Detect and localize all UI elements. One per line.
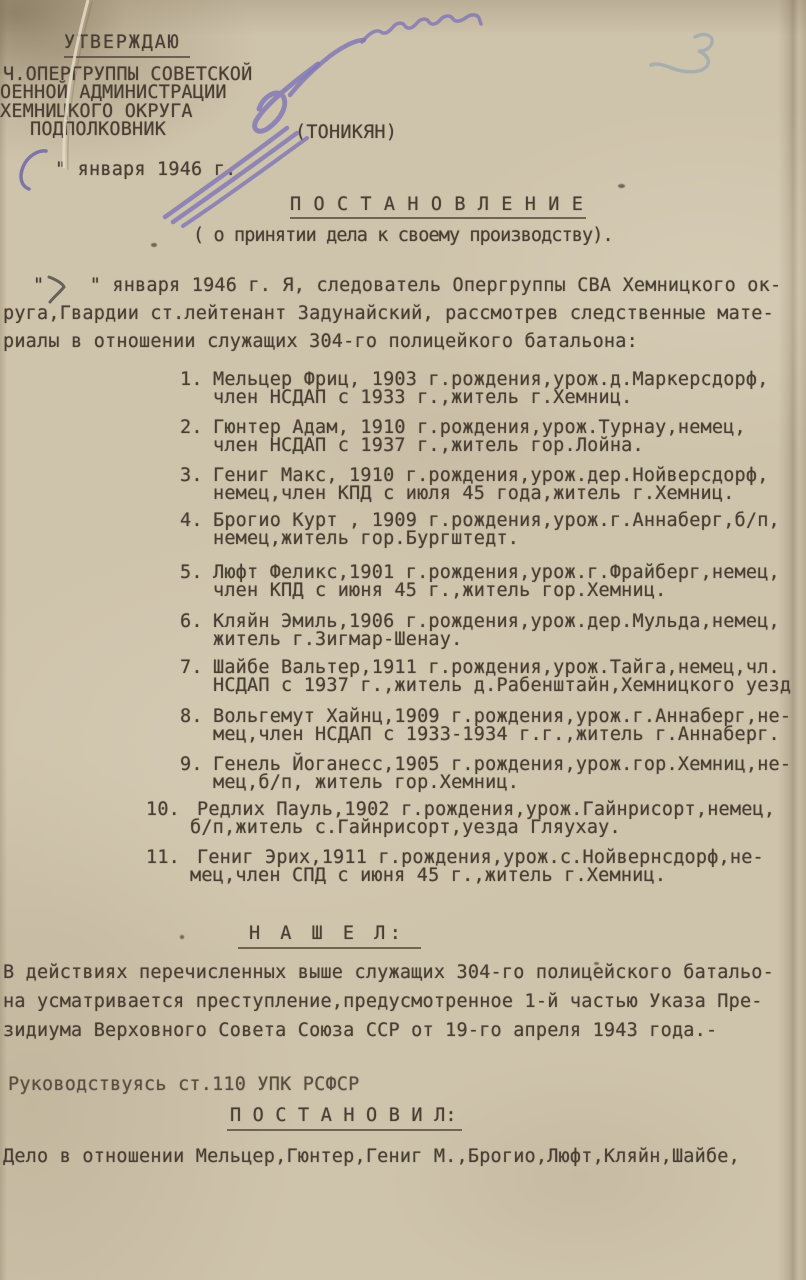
defendant-number: 3. [180, 465, 203, 486]
ink-speck [151, 243, 157, 247]
defendant-number: 1. [180, 369, 203, 390]
intro-line: риалы в отношении служащих 304-го полицейкого батальона: [3, 331, 638, 352]
ink-speck [618, 184, 625, 188]
defendant-number: 6. [180, 611, 203, 632]
defendant-line: Мельцер Фриц, 1903 г.рождения,урож.д.Маркерсдорф, [213, 369, 769, 390]
defendant-line: немец,житель гор.Бургштедт. [213, 528, 520, 549]
intro-line: " " января 1946 г. Я, следователь Опергруппы СВА Хемницкого ок- [33, 275, 782, 296]
document-title: П О С Т А Н О В Л Е Н И Е [290, 196, 586, 219]
defendant-line: член КПД с июня 45 г.,житель гор.Хемниц. [213, 580, 667, 601]
defendant-number: 4. [180, 510, 203, 531]
defendant-line: немец,член КПД с июля 45 года,житель г.Хемниц. [213, 483, 735, 504]
approval-day-ink [21, 151, 46, 189]
defendant-line: Гениг Эрих,1911 г.рождения,урож.с.Нойвернсдорф,не- [197, 847, 764, 868]
defendant-line: мец,член НСДАП с 1933-1934 г.г.,житель г.Аннаберг. [213, 724, 780, 745]
defendant-line: Вольгемут Хайнц,1909 г.рождения,урож.г.Аннаберг,не- [213, 706, 792, 727]
document-subtitle: ( о принятии дела к своему производству). [193, 225, 613, 246]
defendant-line: мец,б/п, житель гор.Хемниц. [213, 772, 520, 793]
postanovil-heading: П О С Т А Н О В И Л: [227, 1107, 462, 1131]
defendant-line: Люфт Феликс,1901 г.рождения,урож.г.Фрайберг,немец, [213, 562, 780, 583]
nashel-heading: Н А Ш Е Л: [238, 925, 421, 949]
defendant-line: житель г.Зигмар-Шенау. [213, 629, 463, 650]
approval-org-line: ПОДПОЛКОВНИК [30, 119, 167, 140]
defendant-number: 11. [146, 847, 181, 868]
intro-line: руга,Гвардии ст.лейтенант Задунайский, рассмотрев следственные мате- [3, 303, 774, 324]
page-number-ink [651, 35, 712, 72]
defendant-line: б/п,житель с.Гайнрисорт,уезда Гляухау. [190, 817, 621, 838]
defendant-line: Гюнтер Адам, 1910 г.рождения,урож.Турнау,немец, [213, 417, 746, 438]
defendant-number: 7. [180, 657, 203, 678]
approval-signatory-name: (ТОНИКЯН) [295, 122, 398, 143]
approval-date-line: " января 1946 г. [55, 159, 237, 180]
approval-stamp-word: УТВЕРЖДАЮ [64, 34, 190, 58]
nashel-line: зидиума Верховного Совета Союза ССР от 19-го апреля 1943 года.- [3, 1020, 718, 1041]
nashel-line: на усматривается преступление,предусмотренное 1-й частью Указа Пре- [3, 991, 763, 1012]
defendant-number: 9. [180, 754, 203, 775]
defendant-number: 8. [180, 706, 203, 727]
approval-org-line: ХЕМНИЦКОГО ОКРУГА [0, 101, 193, 122]
approval-org-line: Ч.ОПЕРГРУППЫ СОВЕТСКОЙ [3, 64, 253, 85]
ink-speck [180, 935, 184, 939]
defendant-line: член НСДАП с 1937 г.,житель гор.Лойна. [213, 435, 644, 456]
defendant-line: Генель Йоганесс,1905 г.рождения,урож.гор.Хемниц,не- [213, 754, 792, 775]
defendant-line: Кляйн Эмиль,1906 г.рождения,урож.дер.Мульда,немец, [213, 611, 780, 632]
nashel-line: В действиях перечисленных выше служащих 304-го полицейского батальо- [3, 962, 774, 983]
defendant-line: мец,член СПД с июня 45 г.,житель г.Хемниц. [190, 865, 667, 886]
defendant-line: Брогио Курт , 1909 г.рождения,урож.г.Аннаберг,б/п, [213, 510, 780, 531]
defendant-line: НСДАП с 1937 г.,житель д.Рабенштайн,Хемницкого уезд [213, 675, 792, 696]
defendant-number: 10. [146, 799, 181, 820]
defendant-line: член НСДАП с 1933 г.,житель г.Хемниц. [213, 387, 633, 408]
defendant-number: 5. [180, 562, 203, 583]
defendant-number: 2. [180, 417, 203, 438]
postanovil-line: Дело в отношении Мельцер,Гюнтер,Гениг М.,Брогио,Люфт,Кляйн,Шайбе, [3, 1146, 740, 1167]
legal-basis-line: Руководствуясь ст.110 УПК РСФСР [8, 1074, 360, 1095]
approval-org-line: ОЕННОЙ АДМИНИСТРАЦИИ [0, 82, 227, 103]
defendant-line: Гениг Макс, 1910 г.рождения,урож.дер.Нойверсдорф, [213, 465, 769, 486]
defendant-line: Редлих Пауль,1902 г.рождения,урож.Гайнрисорт,немец, [197, 799, 776, 820]
defendant-line: Шайбе Вальтер,1911 г.рождения,урож.Тайга,немец,чл. [213, 657, 780, 678]
